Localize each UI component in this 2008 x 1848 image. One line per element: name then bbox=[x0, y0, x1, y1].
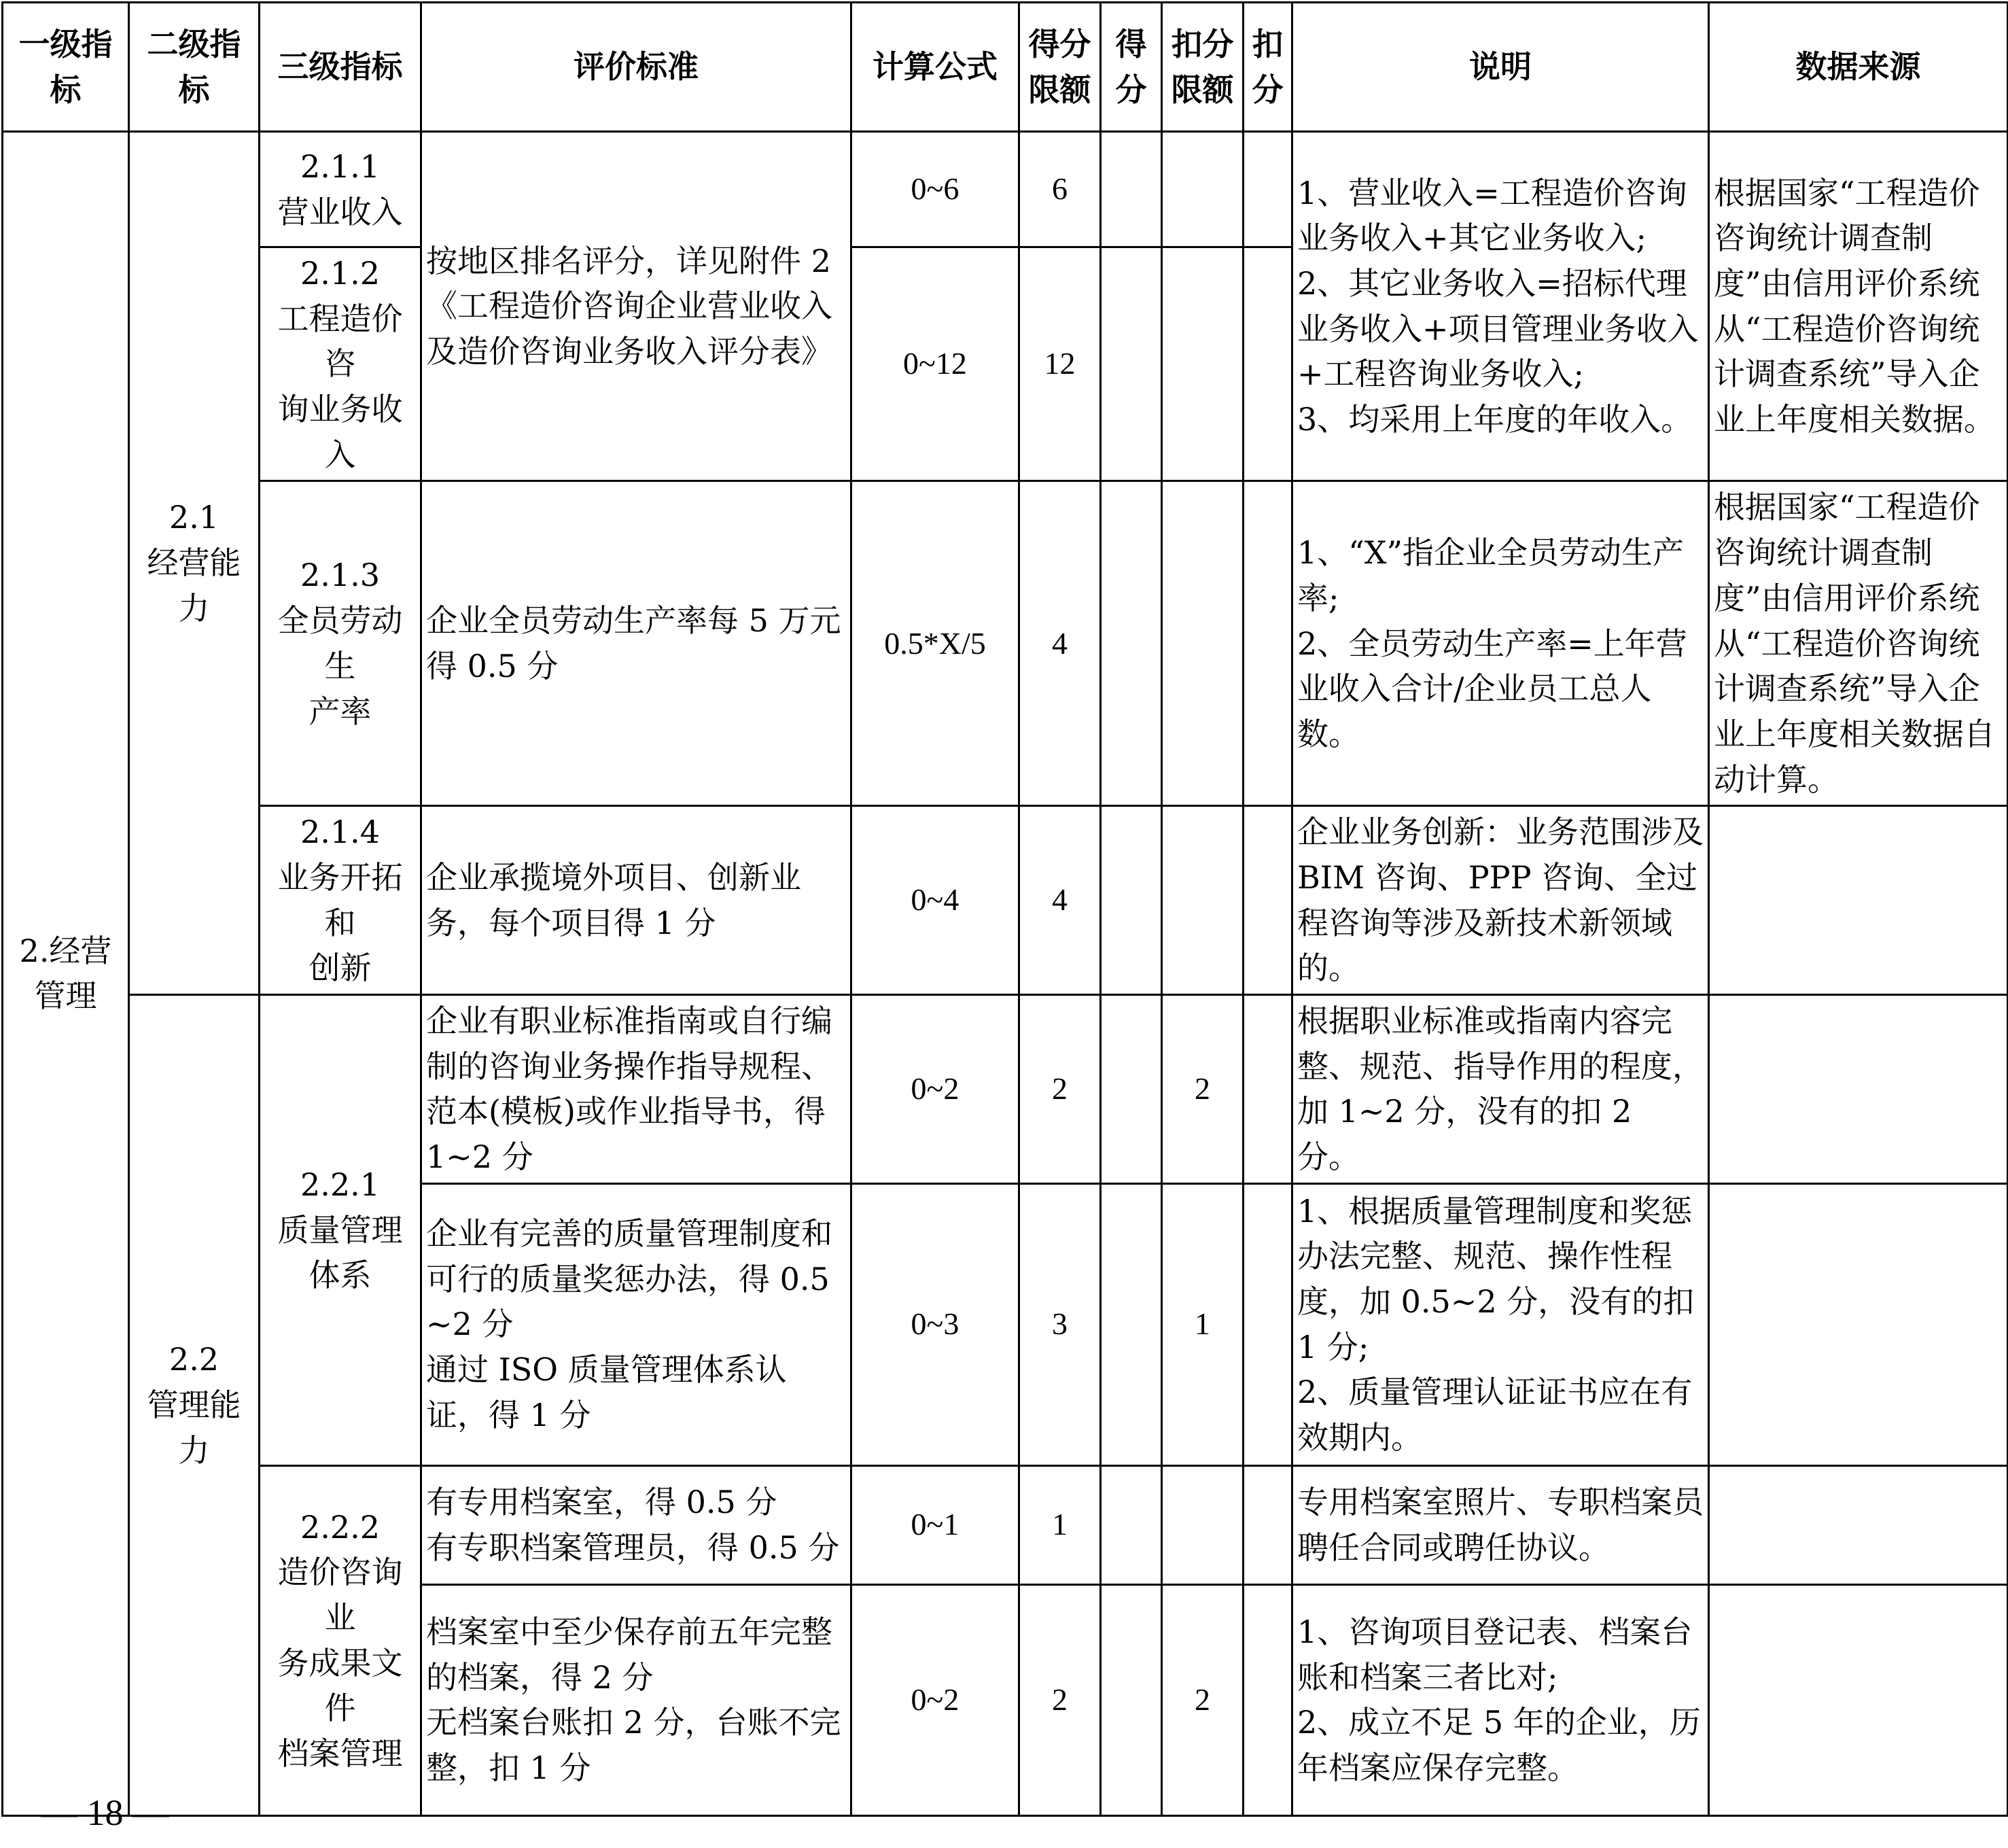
score-limit-cell: 2 bbox=[1019, 995, 1101, 1184]
formula-cell: 0~4 bbox=[851, 806, 1019, 995]
source-cell bbox=[1709, 1465, 2008, 1584]
deduct-cell bbox=[1244, 995, 1292, 1184]
level3-cell: 2.1.2 工程造价咨 询业务收入 bbox=[260, 247, 421, 481]
header-deduct-limit: 扣分 限额 bbox=[1162, 3, 1244, 132]
deduct-limit-cell bbox=[1162, 481, 1244, 806]
header-level2: 二级指标 bbox=[129, 3, 260, 132]
level3-cell: 2.2.1 质量管理 体系 bbox=[260, 995, 421, 1466]
deduct-limit-cell: 2 bbox=[1162, 995, 1244, 1184]
table-row bbox=[3, 132, 2008, 247]
formula-cell: 0.5*X/5 bbox=[851, 481, 1019, 806]
header-criteria: 评价标准 bbox=[421, 3, 851, 132]
deduct-cell bbox=[1244, 481, 1292, 806]
table-row bbox=[3, 806, 2008, 995]
evaluation-table bbox=[1, 1, 2008, 1817]
criteria-cell: 企业有完善的质量管理制度和可行的质量奖惩办法，得 0.5~2 分 通过 ISO 质量管理体系认证，得 1 分 bbox=[421, 1183, 851, 1465]
table-row bbox=[3, 481, 2008, 806]
score-cell bbox=[1101, 132, 1162, 247]
deduct-limit-cell bbox=[1162, 247, 1244, 481]
header-row bbox=[3, 3, 2008, 132]
source-cell bbox=[1709, 806, 2008, 995]
deduct-cell bbox=[1244, 132, 1292, 247]
score-cell bbox=[1101, 481, 1162, 806]
header-score: 得分 bbox=[1101, 3, 1162, 132]
deduct-limit-cell bbox=[1162, 1465, 1244, 1584]
note-cell: 企业业务创新：业务范围涉及 BIM 咨询、PPP 咨询、全过程咨询等涉及新技术新领域的。 bbox=[1292, 806, 1709, 995]
score-cell bbox=[1101, 995, 1162, 1184]
header-deduct: 扣 分 bbox=[1244, 3, 1292, 132]
formula-cell: 0~6 bbox=[851, 132, 1019, 247]
deduct-cell bbox=[1244, 247, 1292, 481]
source-cell bbox=[1709, 995, 2008, 1184]
header-level3: 三级指标 bbox=[260, 3, 421, 132]
score-cell bbox=[1101, 1584, 1162, 1815]
level1-cell: 2.经营 管理 bbox=[3, 132, 129, 1816]
score-limit-cell: 1 bbox=[1019, 1465, 1101, 1584]
level3-cell: 2.1.3 全员劳动生 产率 bbox=[260, 481, 421, 806]
header-note: 说明 bbox=[1292, 3, 1709, 132]
score-limit-cell: 3 bbox=[1019, 1183, 1101, 1465]
score-limit-cell: 4 bbox=[1019, 481, 1101, 806]
level3-cell: 2.1.4 业务开拓和 创新 bbox=[260, 806, 421, 995]
header-formula: 计算公式 bbox=[851, 3, 1019, 132]
deduct-cell bbox=[1244, 1584, 1292, 1815]
score-cell bbox=[1101, 247, 1162, 481]
deduct-limit-cell bbox=[1162, 806, 1244, 995]
header-level1: 一级指标 bbox=[3, 3, 129, 132]
criteria-cell: 档案室中至少保存前五年完整的档案，得 2 分 无档案台账扣 2 分，台账不完整，扣 1 分 bbox=[421, 1584, 851, 1815]
score-limit-cell: 2 bbox=[1019, 1584, 1101, 1815]
table-row bbox=[3, 995, 2008, 1184]
level2-cell-2-2: 2.2 管理能力 bbox=[129, 995, 260, 1816]
formula-cell: 0~12 bbox=[851, 247, 1019, 481]
formula-cell: 0~2 bbox=[851, 995, 1019, 1184]
criteria-cell: 有专用档案室，得 0.5 分 有专职档案管理员，得 0.5 分 bbox=[421, 1465, 851, 1584]
header-score-limit: 得分 限额 bbox=[1019, 3, 1101, 132]
deduct-limit-cell: 2 bbox=[1162, 1584, 1244, 1815]
source-cell: 根据国家“工程造价咨询统计调查制度”由信用评价系统从“工程造价咨询统计调查系统”导入企业上年度相关数据自动计算。 bbox=[1709, 481, 2008, 806]
table-row bbox=[3, 1465, 2008, 1584]
deduct-cell bbox=[1244, 806, 1292, 995]
deduct-cell bbox=[1244, 1183, 1292, 1465]
score-limit-cell: 12 bbox=[1019, 247, 1101, 481]
source-cell bbox=[1709, 1183, 2008, 1465]
note-cell: 根据职业标准或指南内容完整、规范、指导作用的程度，加 1~2 分，没有的扣 2 分。 bbox=[1292, 995, 1709, 1184]
score-cell bbox=[1101, 1183, 1162, 1465]
score-cell bbox=[1101, 1465, 1162, 1584]
level3-cell: 2.1.1 营业收入 bbox=[260, 132, 421, 247]
note-cell: 1、营业收入=工程造价咨询业务收入+其它业务收入; 2、其它业务收入=招标代理业务收入+项目管理业务收入+工程咨询业务收入; 3、均采用上年度的年收入。 bbox=[1292, 132, 1709, 481]
criteria-cell: 企业全员劳动生产率每 5 万元得 0.5 分 bbox=[421, 481, 851, 806]
deduct-limit-cell: 1 bbox=[1162, 1183, 1244, 1465]
note-cell: 1、根据质量管理制度和奖惩办法完整、规范、操作性程度，加 0.5~2 分，没有的扣 1 分; 2、质量管理认证证书应在有效期内。 bbox=[1292, 1183, 1709, 1465]
formula-cell: 0~2 bbox=[851, 1584, 1019, 1815]
header-source: 数据来源 bbox=[1709, 3, 2008, 132]
criteria-cell: 企业承揽境外项目、创新业务，每个项目得 1 分 bbox=[421, 806, 851, 995]
score-limit-cell: 4 bbox=[1019, 806, 1101, 995]
criteria-cell: 企业有职业标准指南或自行编制的咨询业务操作指导规程、范本(模板)或作业指导书，得 1~2 分 bbox=[421, 995, 851, 1184]
page-number: — 18 — bbox=[41, 1792, 169, 1833]
note-cell: 专用档案室照片、专职档案员聘任合同或聘任协议。 bbox=[1292, 1465, 1709, 1584]
note-cell: 1、咨询项目登记表、档案台账和档案三者比对; 2、成立不足 5 年的企业，历年档案应保存完整。 bbox=[1292, 1584, 1709, 1815]
score-limit-cell: 6 bbox=[1019, 132, 1101, 247]
deduct-cell bbox=[1244, 1465, 1292, 1584]
level2-cell-2-1: 2.1 经营能力 bbox=[129, 132, 260, 995]
formula-cell: 0~3 bbox=[851, 1183, 1019, 1465]
criteria-cell: 按地区排名评分，详见附件 2《工程造价咨询企业营业收入及造价咨询业务收入评分表》 bbox=[421, 132, 851, 481]
score-cell bbox=[1101, 806, 1162, 995]
level3-cell: 2.2.2 造价咨询业 务成果文件 档案管理 bbox=[260, 1465, 421, 1815]
deduct-limit-cell bbox=[1162, 132, 1244, 247]
formula-cell: 0~1 bbox=[851, 1465, 1019, 1584]
source-cell: 根据国家“工程造价咨询统计调查制度”由信用评价系统从“工程造价咨询统计调查系统”导入企业上年度相关数据。 bbox=[1709, 132, 2008, 481]
source-cell bbox=[1709, 1584, 2008, 1815]
note-cell: 1、“X”指企业全员劳动生产率; 2、全员劳动生产率=上年营业收入合计/企业员工总人数。 bbox=[1292, 481, 1709, 806]
